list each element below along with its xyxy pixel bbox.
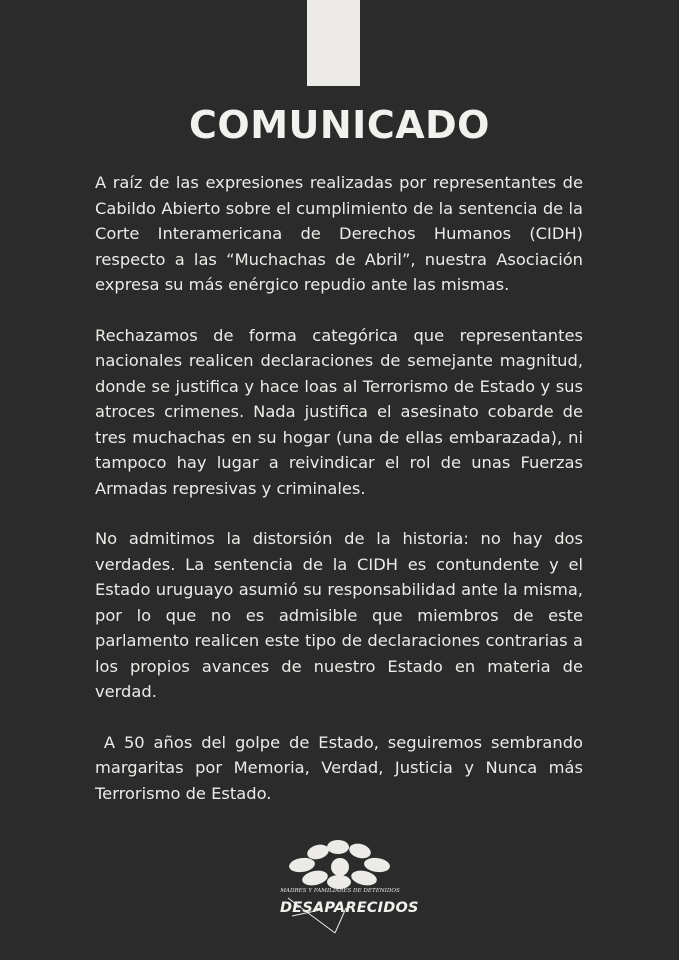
page-title: COMUNICADO	[189, 103, 490, 147]
logo-wordmark: DESAPARECIDOS	[280, 900, 419, 916]
daisy-flower-icon	[280, 838, 419, 950]
logo-tagline: MADRES Y FAMILIARES DE DETENIDOS	[280, 888, 400, 894]
organization-logo	[280, 838, 419, 950]
top-decorative-bar	[307, 0, 360, 86]
paragraph-3: No admitimos la distorsión de la historia: no hay dos verdades. La sentencia de la CIDH es contundente y el Estado uruguayo asumió su responsabilidad ante la misma, por lo que no es admisible que miembros de este parlamento realicen este tipo de declaraciones contrarias a los propios avances de nuestro Estado en materia de verdad.	[95, 529, 583, 701]
statement-body	[95, 170, 589, 831]
paragraph-1: A raíz de las expresiones realizadas por representantes de Cabildo Abierto sobre el cumplimiento de la sentencia de la Corte Interamericana de Derechos Humanos (CIDH) respecto a las “Muchachas de Abril”, nuestra Asociación expresa su más enérgico repudio ante las mismas.	[95, 173, 583, 294]
paragraph-4: A 50 años del golpe de Estado, seguiremos sembrando margaritas por Memoria, Verdad, Justicia y Nunca más Terrorismo de Estado.	[95, 732, 589, 803]
paragraph-2: Rechazamos de forma categórica que representantes nacionales realicen declaraciones de semejante magnitud, donde se justifica y hace loas al Terrorismo de Estado y sus atroces crimenes. Nada justifica el asesinato cobarde de tres muchachas en su hogar (una de ellas embarazada), ni tampoco hay lugar a reivindicar el rol de unas Fuerzas Armadas represivas y criminales.	[95, 325, 583, 498]
